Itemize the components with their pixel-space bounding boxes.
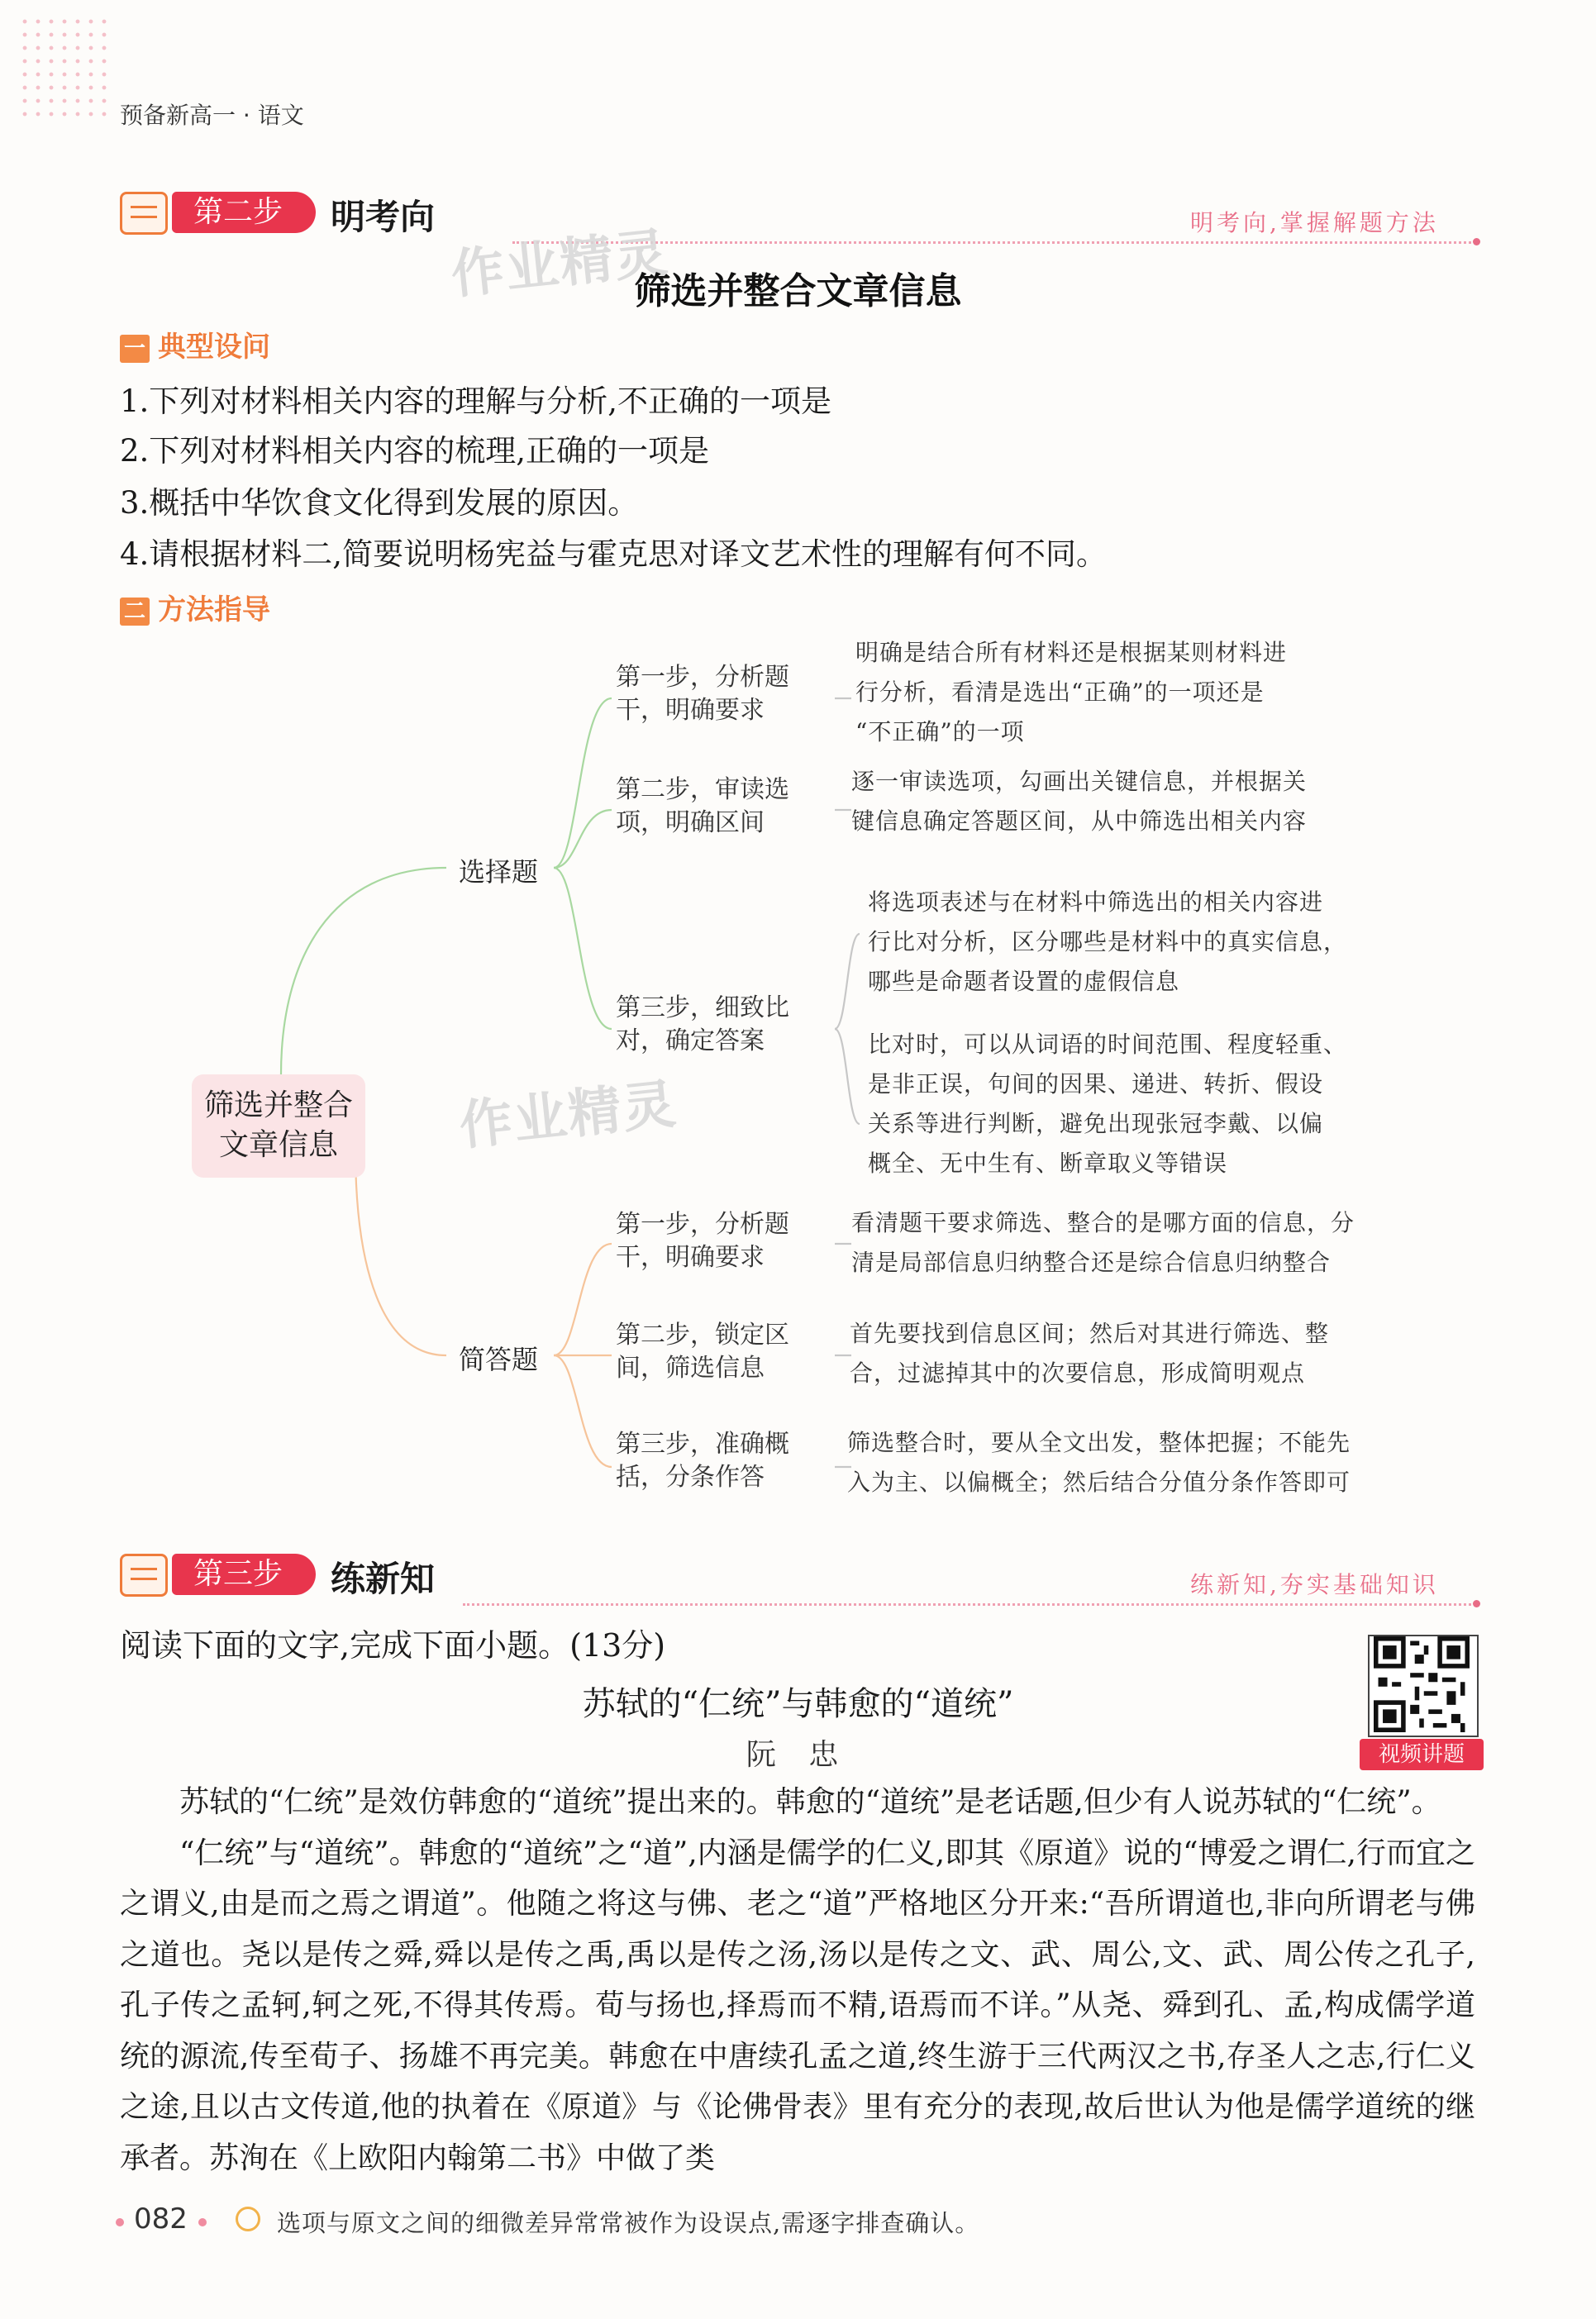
mindmap-root-node [192, 1074, 365, 1178]
desc-line: 看清题干要求筛选、整合的是哪方面的信息，分 [851, 1209, 1355, 1236]
subsection-title: 方法指导 [158, 593, 270, 626]
article-paragraph: 苏轼的“仁统”是效仿韩愈的“道统”提出来的。韩愈的“道统”是老话题,但少有人说苏轼的“仁统”。 [179, 1785, 1441, 1819]
question-item: 3.概括中华饮食文化得到发展的原因。 [120, 485, 639, 521]
step-name: 练新知 [331, 1559, 436, 1599]
mindmap-step-node [616, 992, 789, 1058]
step-line: 干，明确要求 [616, 696, 765, 725]
watermark: 作业精灵 [456, 1074, 680, 1158]
question-item: 2.下列对材料相关内容的梳理,正确的一项是 [120, 433, 710, 469]
subsection-number: 一 [120, 335, 150, 363]
branch-short-answer: 简答题 [459, 1344, 539, 1375]
page-number: 082 [134, 2202, 188, 2236]
mindmap-step-description [868, 883, 1347, 1002]
mindmap-step-description [850, 1314, 1329, 1393]
mindmap-step-description [851, 762, 1307, 841]
desc-line: 筛选整合时，要从全文出发，整体把握；不能先 [847, 1429, 1351, 1456]
desc-line: 明确是结合所有材料还是根据某则材料进 [855, 639, 1288, 666]
subsection-title: 典型设问 [158, 331, 270, 364]
section-slogan: 练新知,夯实基础知识 [1190, 1571, 1439, 1598]
desc-line: 哪些是命题者设置的虚假信息 [868, 968, 1180, 995]
desc-line: 关系等进行判断，避免出现张冠李戴、以偏 [868, 1110, 1324, 1137]
desc-line: 是非正误，句间的因果、递进、转折、假设 [868, 1070, 1324, 1098]
article-body [120, 1777, 1475, 2183]
desc-line: 首先要找到信息区间；然后对其进行筛选、整 [850, 1320, 1330, 1347]
mindmap-step-node [616, 1208, 789, 1274]
article-author: 阮 忠 [746, 1738, 850, 1772]
branch-multiple-choice: 选择题 [459, 856, 539, 888]
book-header-title: 预备新高一 · 语文 [120, 102, 304, 129]
step-line: 第二步，锁定区 [616, 1321, 789, 1350]
slogan-divider [463, 1603, 1471, 1606]
desc-line: 入为主、以偏概全；然后结合分值分条作答即可 [847, 1469, 1351, 1496]
magnifier-tip-icon [236, 2207, 260, 2231]
step-label-badge: 第二步 [172, 192, 316, 233]
article-paragraph: “仁统”与“道统”。韩愈的“道统”之“道”,内涵是儒学的仁义,即其《原道》说的“博爱之谓仁,行而宜之之谓义,由是而之焉之谓道”。他随之将这与佛、老之“道”严格地区分开来:“吾所谓道也,非向所谓老与佛之道也。尧以是传之舜,舜以是传之禹,禹以是传之汤,汤以是传之文、武、周公,文、武、周公传之孔子,孔子传之孟轲,轲之死,不得其传焉。荀与扬也,择焉而不精,语焉而不详。”从尧、舜到孔、孟,构成儒学道统的源流,传至荀子、扬雄不再完美。韩愈在中唐续孔孟之道,终生游于三代两汉之书,存圣人之志,行仁义之途,且以古文传道,他的执着在《原道》与《论佛骨表》里有充分的表现,故后世认为他是儒学道统的继承者。苏洵在《上欧阳内翰第二书》中做了类 [120, 1836, 1475, 2175]
step-line: 间，筛选信息 [616, 1354, 765, 1383]
exercise-intro: 阅读下面的文字,完成下面小题。(13分) [120, 1627, 666, 1664]
desc-line: 键信息确定答题区间，从中筛选出相关内容 [851, 807, 1308, 835]
watermark: 作业精灵 [448, 222, 672, 307]
desc-line: 逐一审读选项，勾画出关键信息，并根据关 [851, 768, 1308, 795]
topic-title: 筛选并整合文章信息 [634, 270, 962, 312]
page-dot [116, 2218, 124, 2226]
mindmap-step-node [616, 1428, 789, 1494]
desc-line: 合，过滤掉其中的次要信息，形成简明观点 [850, 1359, 1306, 1387]
desc-line: 概全、无中生有、断章取义等错误 [868, 1150, 1228, 1177]
open-book-icon [120, 1554, 168, 1597]
mindmap-step-node [616, 661, 789, 727]
step-line: 对，确定答案 [616, 1026, 765, 1055]
question-item: 4.请根据材料二,简要说明杨宪益与霍克思对译文艺术性的理解有何不同。 [120, 536, 1108, 572]
video-explanation-label[interactable]: 视频讲题 [1360, 1739, 1484, 1770]
root-label-line1: 筛选并整合 [203, 1088, 353, 1122]
step-line: 项，明确区间 [616, 808, 765, 837]
desc-line: “不正确”的一项 [855, 718, 1025, 745]
step-line: 第三步，细致比 [616, 993, 789, 1022]
mindmap-step-node [616, 1319, 789, 1385]
section-slogan: 明考向,掌握解题方法 [1190, 209, 1439, 236]
desc-line: 清是局部信息归纳整合还是综合信息归纳整合 [851, 1249, 1332, 1276]
desc-line: 比对时，可以从词语的时间范围、程度轻重、 [868, 1031, 1348, 1058]
step-line: 第一步，分析题 [616, 663, 789, 692]
desc-line: 行比对分析，区分哪些是材料中的真实信息， [868, 928, 1348, 955]
subsection-number: 二 [120, 598, 150, 626]
step-line: 括，分条作答 [616, 1463, 765, 1492]
mindmap-step-description [868, 1025, 1347, 1183]
step-line: 干，明确要求 [616, 1243, 765, 1272]
article-title: 苏轼的“仁统”与韩愈的“道统” [582, 1685, 1014, 1723]
mindmap-step-description [855, 633, 1287, 752]
mindmap-step-node [616, 774, 789, 840]
question-item: 1.下列对材料相关内容的理解与分析,不正确的一项是 [120, 383, 832, 419]
step-label-badge: 第三步 [172, 1554, 316, 1595]
page-dot [198, 2218, 207, 2226]
slogan-dot [1473, 1600, 1480, 1607]
step-name: 明考向 [331, 197, 436, 237]
mindmap-step-description [847, 1423, 1351, 1502]
root-label-line2: 文章信息 [218, 1128, 338, 1162]
step-line: 第一步，分析题 [616, 1210, 789, 1239]
desc-line: 行分析，看清是选出“正确”的一项还是 [855, 679, 1265, 706]
footer-tip: 选项与原文之间的细微差异常常被作为设误点,需逐字排查确认。 [277, 2209, 980, 2237]
desc-line: 将选项表述与在材料中筛选出的相关内容进 [868, 888, 1324, 916]
step-line: 第三步，准确概 [616, 1430, 789, 1459]
mindmap-step-description [851, 1203, 1355, 1283]
step-line: 第二步，审读选 [616, 775, 789, 804]
